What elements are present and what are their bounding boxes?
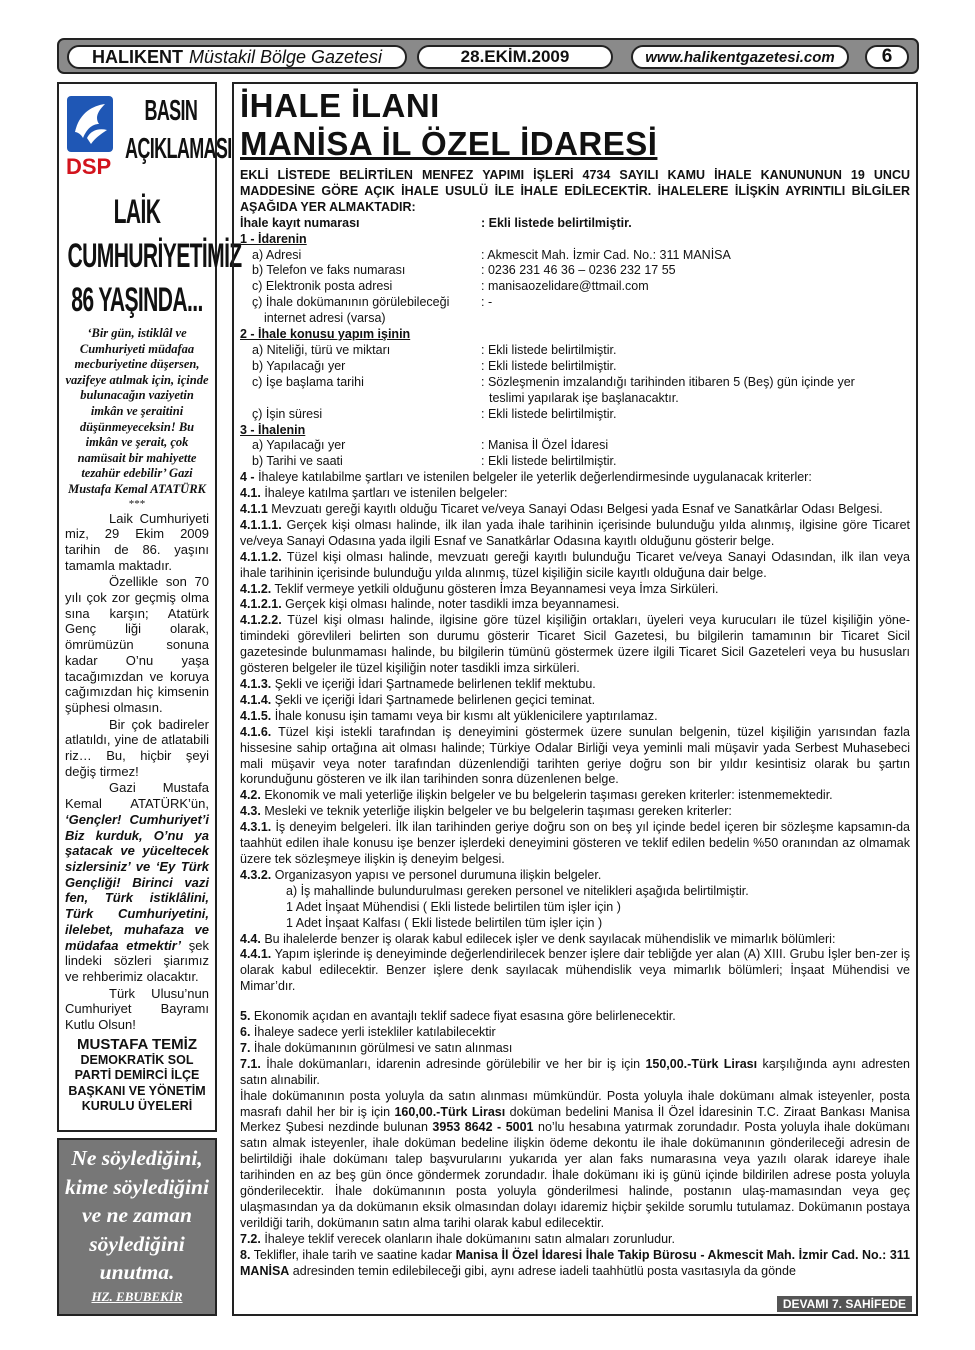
ataturk-intro: Gazi Mustafa Kemal ATATÜRK’ün, bbox=[65, 780, 209, 812]
clause-paragraph bbox=[240, 1025, 910, 1041]
newspaper-subtitle: Müstakil Bölge Gazetesi bbox=[188, 46, 383, 67]
document-price: 150,00.-Türk Lirası bbox=[645, 1056, 758, 1071]
clause-paragraph bbox=[240, 788, 910, 804]
clause-number: 4 - bbox=[240, 470, 255, 485]
similar-works-block bbox=[240, 932, 910, 996]
clause-number: 7.2. bbox=[240, 1231, 261, 1246]
press-release-heading bbox=[65, 90, 232, 190]
clause-number: 8. bbox=[240, 1247, 251, 1262]
clause-text: Teklif vermeye yetkili olduğunu gösteren İmza Beyannamesi veya İmza Sirküleri. bbox=[271, 581, 719, 596]
tender-announcement bbox=[232, 82, 918, 1316]
duration-row bbox=[240, 407, 910, 423]
submission-address: Manisa İl Özel İdaresi İhale Takip Bürosu - Akmescit Mah. İzmir Cad. No.: 311 MANİSA bbox=[240, 1247, 910, 1278]
separator-stars: *** bbox=[128, 497, 146, 510]
clause-number: 4.1.2. bbox=[240, 581, 272, 596]
sidebar-paragraph-ataturk bbox=[65, 780, 209, 984]
page-header bbox=[57, 38, 919, 74]
clause-text: karşılığında aynı adresten satın alınabilir. bbox=[240, 1056, 911, 1087]
row-value: : Ekli listede belirtilmiştir. bbox=[481, 342, 617, 357]
clause-number: 4.1.1.2. bbox=[240, 549, 282, 564]
row-label: c) Elektronik posta adresi bbox=[252, 279, 393, 294]
clause-number: 4.1.2.1. bbox=[240, 597, 282, 612]
clause-paragraph bbox=[240, 502, 910, 518]
clause-text: İhale dokümanları, idarenin adresinde görülebilir ve her bir iş için bbox=[260, 1056, 646, 1071]
clause-paragraph bbox=[240, 709, 910, 725]
clause-text: Mesleki ve teknik yeterliğe ilişkin belgeler ve bu belgelerin taşıması gereken kriterler: bbox=[260, 804, 732, 819]
row-value: : Manisa İl Özel İdaresi bbox=[481, 438, 609, 453]
clause-text: Tüzel kişi istekli tarafından iş deneyimini göstermek üzere sunulan belgenin, tüzel kişiliğin yarısından fazla hissesine sahip ortağına ait olması halinde; Türkiye Odalar Birliği veya yeminli mali müşavir yada Serbest Muhasebeci mali müşavir veya noter tarafından düzenlendiği tarihten geriye doğru son bir yıldır kesintisiz olarak bu şartın korunduğunu gösteren ve ilk ilan tarihinden sonra düzenlenen belge. bbox=[240, 724, 910, 787]
website-link[interactable]: www.halikentgazetesi.com bbox=[631, 45, 849, 69]
row-value: : - bbox=[481, 295, 493, 310]
newspaper-name-bold: HALIKENT bbox=[91, 46, 183, 67]
headline-laik: LAİK bbox=[113, 193, 161, 231]
clause-number: 6. bbox=[240, 1025, 251, 1040]
row-label: a) Adresi bbox=[252, 247, 302, 262]
ataturk-youth-quote: ‘Gençler! Cumhuriyet’i Biz kurduk, O’nu ya şatacak ve yüceltecek sizlersiniz’ ve ‘Ey Türk Gençliği! Birinci vazi fen, Türk istiklâlini, Türk Cumhuriyetini, ilelebet, muhafaza ve müdafaa etmektir’ bbox=[65, 811, 209, 953]
clause-text: Ekonomik açıdan en avantajlı teklif sadece fiyat esasına göre belirlenecektir. bbox=[250, 1009, 676, 1024]
location-row bbox=[240, 359, 910, 375]
personnel-item: 1 Adet İnşaat Kalfası ( Ekli listede belirtilen tüm işler için ) bbox=[286, 915, 603, 930]
clause-paragraph bbox=[240, 613, 910, 677]
bank-account-number: 3953 8642 - 5001 bbox=[432, 1120, 534, 1135]
tender-date-row bbox=[240, 454, 910, 470]
sidebar-paragraph: Laik Cumhuriyeti miz, 29 Ekim 2009 tarihin de 86. yaşını tamamla maktadır. bbox=[65, 510, 209, 573]
clause-number: 4.1.1 bbox=[240, 502, 268, 517]
start-date-row bbox=[240, 375, 910, 391]
section-heading: 2 - İhale konusu yapım işinin bbox=[240, 327, 411, 342]
postal-purchase-paragraph bbox=[240, 1089, 910, 1232]
document-purchase-paragraph bbox=[240, 1057, 910, 1089]
row-label: c) İşe başlama tarihi bbox=[252, 374, 364, 389]
internet-row-cont bbox=[240, 311, 910, 327]
ataturk-outro: şek lindeki sözleri şiarımız ve rehberimiz olacaktır. bbox=[65, 937, 209, 984]
personnel-item: 1 Adet İnşaat Mühendisi ( Ekli listede belirtilen tüm işler için ) bbox=[286, 899, 621, 914]
clause-paragraph bbox=[240, 677, 910, 693]
clause-text: İş deneyim belgeleri. İlk ilan tarihinden geriye doğru son on beş yıl içinde bedel içeren bir sözleşme kapsamın-da taahhüt edilen ihale konusu işe benzer işlerdeki deneyimini gösteren ve teklif edilen bedelin %50 oranından az olmamak üzere tek sözleşmeye ilişkin iş deneyim belgesi. bbox=[240, 820, 910, 866]
tender-rules-block bbox=[240, 1009, 910, 1057]
clause-paragraph bbox=[240, 693, 910, 709]
continued-on-page-label: DEVAMI 7. SAHİFEDE bbox=[777, 1296, 912, 1312]
signer-role: DEMOKRATİK SOL PARTİ DEMİRCİ İLÇE BAŞKANI VE YÖNETİM KURULU ÜYELERİ bbox=[68, 1052, 206, 1114]
phone-fax-row bbox=[240, 263, 910, 279]
clause-number: 4.1.5. bbox=[240, 708, 272, 723]
clause-text: Teklifler, ihale tarih ve saatine kadar bbox=[250, 1247, 456, 1262]
clause-text: no’lu hesabına yatırmak zorundadır. Posta yoluyla ihale dokümanı satın almak isteyenler, ihale doküman bedeline ilişkin ödeme dekontu ile ihale dokümanının gönderileceği adresin de belirtildiği ihale dokümanı talep başvurularını yukarıda yer alan faks numarasına veya yazılı olarak idareye ihale tarihinden en az beş gün önce göndermek zorundadır. İhale dokümanı iki iş günü içinde bildirilen adrese posta yoluyla gönderilecektir. İhale dokümanının posta yoluyla gönderilmesi halinde, postanın ulaş-mamasından veya geç ulaşmasından ya da dokümanın eksik olmasından dolayı idaremiz hiçbir şekilde sorumlu tutulamaz. Dokümanın postaya verildiği tarih, dokümanın satın alma tarihi olarak kabul edilecektir. bbox=[240, 1120, 910, 1230]
clause-number: 7. bbox=[240, 1040, 251, 1055]
clause-text: Şekli ve içeriği İdari Şartnamede belirlenen geçici teminat. bbox=[271, 692, 596, 707]
clause-number: 4.3. bbox=[240, 804, 261, 819]
row-label: ç) İhale dokümanının görülebileceği bbox=[252, 295, 450, 310]
clause-number: 4.2. bbox=[240, 788, 261, 803]
article-title: İHALE İLANI bbox=[240, 87, 440, 124]
clause-text: doküman bedelini Manisa İl Özel İdaresinin T.C. Ziraat Bankası Manisa Merkez Şubesi nezdinde bulunan bbox=[240, 1104, 910, 1135]
sidebar-paragraph: Özellikle son 70 yılı çok zor geçmiş olma sına karşın; Atatürk Genç liği olarak, ömrümüzün sonuna kadar O’nu yaşa tacağımızdan ve koruya cağımızdan hiç kimsenin şüphesi olmasın. bbox=[65, 574, 209, 715]
clause-paragraph bbox=[240, 1041, 910, 1057]
clause-text: Gerçek kişi olması halinde, noter tasdikli imza beyannamesi. bbox=[281, 597, 620, 612]
clause-number: 4.4. bbox=[240, 931, 261, 946]
nature-row bbox=[240, 343, 910, 359]
clause-text: İhaleye teklif verecek olanların ihale dokümanını satın almaları zorunludur. bbox=[260, 1231, 675, 1246]
ebubekir-quote-box bbox=[57, 1138, 217, 1316]
clause-paragraph bbox=[240, 868, 910, 884]
signer-name: MUSTAFA TEMİZ bbox=[77, 1035, 197, 1053]
article-intro: EKLİ LİSTEDE BELİRTİLEN MENFEZ YAPIMI İŞLERİ 4734 SAYILI KAMU İHALE KANUNUNUN 19 UNCU MADDESİNE GÖRE AÇIK İHALE USULÜ İLE İHALE EDİLECEKTİR. İHALELERE İLİŞKİN AYRINTILI BİLGİLER AŞAĞIDA YER ALMAKTADIR: bbox=[240, 168, 910, 214]
clause-number: 4.1.1.1. bbox=[240, 517, 282, 532]
clause-number: 4.1.2.2. bbox=[240, 613, 282, 628]
clause-text: Organizasyon yapısı ve personel durumuna ilişkin belgeler. bbox=[271, 867, 602, 882]
clause-text: İhale konusu işin tamamı veya bir kısmı alt yüklenicilere yaptırılamaz. bbox=[271, 708, 658, 723]
row-label: b) Tarihi ve saati bbox=[252, 454, 343, 469]
clause-paragraph bbox=[240, 597, 910, 613]
row-value: : Ekli listede belirtilmiştir. bbox=[481, 215, 632, 230]
clause-paragraph bbox=[240, 725, 910, 789]
row-label: b) Telefon ve faks numarası bbox=[252, 263, 406, 278]
row-label: b) Yapılacağı yer bbox=[252, 358, 346, 373]
dsp-dove-logo-icon bbox=[65, 94, 123, 180]
title-line-basin: BASIN bbox=[144, 95, 198, 127]
start-date-row-cont bbox=[240, 391, 910, 407]
row-label: İhale kayıt numarası bbox=[240, 215, 360, 230]
clause-text: Tüzel kişi olması halinde, mevzuatı gereği kayıtlı bulunduğu Ticaret ve/veya Sanayi Odasından, ilk ilan veya ihale tarihinin içerisinde bulunduğu yılda alınmış, tüzel kişiliğin sicile kayıtlı olduğuna dair belge. bbox=[240, 549, 910, 580]
row-value: teslimi yapılarak işe başlanacaktır. bbox=[489, 390, 679, 405]
clause-number: 4.3.2. bbox=[240, 867, 272, 882]
row-value: : Ekli listede belirtilmiştir. bbox=[481, 454, 617, 469]
row-label: ç) İşin süresi bbox=[252, 406, 323, 421]
tender-place-row bbox=[240, 438, 910, 454]
clause-text: Şekli ve içeriği İdari Şartnamede belirlenen teklif mektubu. bbox=[271, 677, 596, 691]
newspaper-name bbox=[67, 45, 407, 69]
clause-text: Gerçek kişi olması halinde, ilk ilan yada ihale tarihinin içerisinde bulunduğu yılda alınmış, ilgisine göre Ticaret ve/veya Sanayi Odasına yada ilgili Esnaf ve Sanatkârlar Odasına kayıtlı olduğunu gösterir belge. bbox=[240, 517, 910, 548]
clause-text: Ekonomik ve mali yeterliğe ilişkin belgeler ve bu belgelerin taşıması gereken kriterler: istenmemektedir. bbox=[260, 788, 833, 803]
personnel-item: a) İş mahallinde bulundurulması gereken personel ve nitelikleri aşağıda belirtilmiştir. bbox=[286, 883, 749, 898]
page-number: 6 bbox=[865, 45, 909, 69]
clause-number: 4.1.6. bbox=[240, 724, 272, 739]
ataturk-quote: ‘Bir gün, istiklâl ve Cumhuriyeti müdafaa mecburiyetine düşersen, vazifeye atılmak için, içinde bulunacağın vaziyetin imkân ve şeraitini düşünmeyeceksin! Bu imkân ve şerait, çok namüsait bir mahiyette tezahür edebilir’ Gazi Mustafa Kemal ATATÜRK bbox=[65, 326, 209, 496]
clause-number: 4.3.1. bbox=[240, 820, 272, 835]
clause-paragraph bbox=[240, 470, 910, 486]
press-release-title bbox=[125, 92, 232, 168]
clause-paragraph bbox=[240, 582, 910, 598]
internet-row bbox=[240, 295, 910, 311]
dsp-logo-text: DSP bbox=[66, 154, 112, 179]
clause-paragraph bbox=[240, 550, 910, 582]
headline-cumhuriyetimiz: CUMHURİYETİMİZ bbox=[67, 237, 242, 275]
email-row bbox=[240, 279, 910, 295]
title-line-aciklamasi: AÇIKLAMASI bbox=[125, 133, 232, 165]
row-value: : Ekli listede belirtilmiştir. bbox=[481, 358, 617, 373]
row-value: : manisaozelidare@ttmail.com bbox=[481, 279, 649, 294]
clause-text: İhaleye katılma şartları ve istenilen belgeler: bbox=[260, 486, 508, 501]
clause-paragraph bbox=[240, 518, 910, 550]
clause-text: İhale dokümanının görülmesi ve satın alınması bbox=[250, 1040, 513, 1055]
clause-number: 4.4.1. bbox=[240, 947, 272, 962]
clause-text: İhaleye katılabilme şartları ve istenilen belgeler ile yeterlik değerlendirmesinde uygulanacak kriterler: bbox=[254, 470, 812, 485]
clause-text: Yapım işlerinde iş deneyiminde değerlendirilecek benzer işlere dair tebliğde yer alan (A) XIII. Grubu İşler ben-zer iş olarak kabul edilecektir. Benzer işlere denk sayılacak mühendislik veya mimarlık bölümleri; İnşaat Mühendisi ve Mimar’dır. bbox=[240, 947, 910, 994]
article-subtitle: MANİSA İL ÖZEL İDARESİ bbox=[240, 125, 658, 162]
address-row bbox=[240, 248, 910, 264]
clause-paragraph bbox=[240, 804, 910, 820]
press-release-column bbox=[57, 82, 242, 1132]
clause-paragraph bbox=[240, 486, 910, 502]
requirements-block bbox=[240, 470, 910, 884]
row-label: internet adresi (varsa) bbox=[264, 311, 386, 326]
headline-86-yasinda: 86 YAŞINDA... bbox=[71, 281, 203, 319]
row-value: : Akmescit Mah. İzmir Cad. No.: 311 MANİSA bbox=[481, 247, 731, 262]
clause-number: 4.1. bbox=[240, 486, 261, 501]
section-heading: 3 - İhalenin bbox=[240, 422, 306, 437]
sidebar-greeting: Türk Ulusu’nun Cumhuriyet Bayramı Kutlu Olsun! bbox=[65, 985, 209, 1033]
issue-date: 28.EKİM.2009 bbox=[417, 45, 613, 69]
clause-number: 5. bbox=[240, 1009, 251, 1024]
personnel-list bbox=[240, 884, 910, 932]
bid-submission-paragraph bbox=[240, 1248, 910, 1280]
clause-paragraph bbox=[240, 932, 910, 948]
row-label: a) Yapılacağı yer bbox=[252, 438, 346, 453]
mandatory-purchase-paragraph bbox=[240, 1232, 910, 1248]
tender-registration-row bbox=[240, 216, 910, 232]
quote-box-author: HZ. EBUBEKİR bbox=[91, 1288, 183, 1304]
clause-paragraph bbox=[240, 820, 910, 868]
row-value: : Ekli listede belirtilmiştir. bbox=[481, 406, 617, 421]
clause-text: Tüzel kişi olması halinde, ilgisine göre tüzel kişiliğin ortakları, üyeleri veya kurucuları ile tüzel kişiliğin yöne-timindeki görevlileri belirten son durumu gösterir Ticaret Sicil Gazetesi, bu bilgilerin tamamının bir Ticaret Sicil gazetesinde bulunmaması halinde, bu bilgilerin tümünü göstermek üzere ilgili Ticaret Sicil Gazeteleri veya bu hususları gösteren belgeler ile tüzel kişiliğin noter tasdikli imza sirküleri. bbox=[240, 613, 910, 676]
clause-number: 4.1.4. bbox=[240, 692, 272, 707]
clause-text: Bu ihalelerde benzer iş olarak kabul edilecek işler ve denk sayılacak mühendislik ve mimarlık bölümleri: bbox=[260, 931, 836, 946]
clause-text: İhaleye sadece yerli istekliler katılabilecektir bbox=[250, 1025, 496, 1040]
clause-text: İhale dokümanının posta yoluyla da satın alınması mümkündür. Posta yoluyla ihale dokümanı almak isteyenler, posta masrafı dahil her bir iş için bbox=[240, 1088, 910, 1119]
row-label: a) Niteliği, türü ve miktarı bbox=[252, 342, 391, 357]
sidebar-paragraph: Bir çok badireler atlatıldı, yine de atlatabili riz… Bu, hiçbir şeyi değiş tirmez! bbox=[65, 716, 209, 779]
section-heading: 1 - İdarenin bbox=[240, 231, 307, 246]
row-value: : 0236 231 46 36 – 0236 232 17 55 bbox=[481, 263, 676, 278]
row-value: : Sözleşmenin imzalandığı tarihinden itibaren 5 (Beş) gün içinde yer bbox=[481, 374, 855, 389]
postal-price: 160,00.-Türk Lirası bbox=[394, 1104, 506, 1119]
clause-text: adresinden temin edilebileceği gibi, aynı adrese iadeli taahhütlü posta vasıtasıyla da gönde bbox=[289, 1263, 796, 1278]
clause-number: 4.1.3. bbox=[240, 677, 272, 691]
clause-number: 7.1. bbox=[240, 1056, 261, 1071]
quote-box-text: Ne söylediğini, kime söylediğini ve ne zaman söylediğini unutma. bbox=[65, 1146, 209, 1284]
clause-text: Mevzuatı gereği kayıtlı olduğu Ticaret ve/veya Sanayi Odası Belgesi yada Esnaf ve Sanatkârlar Odası Belgesi. bbox=[267, 502, 883, 517]
clause-paragraph bbox=[240, 947, 910, 995]
clause-paragraph bbox=[240, 1009, 910, 1025]
